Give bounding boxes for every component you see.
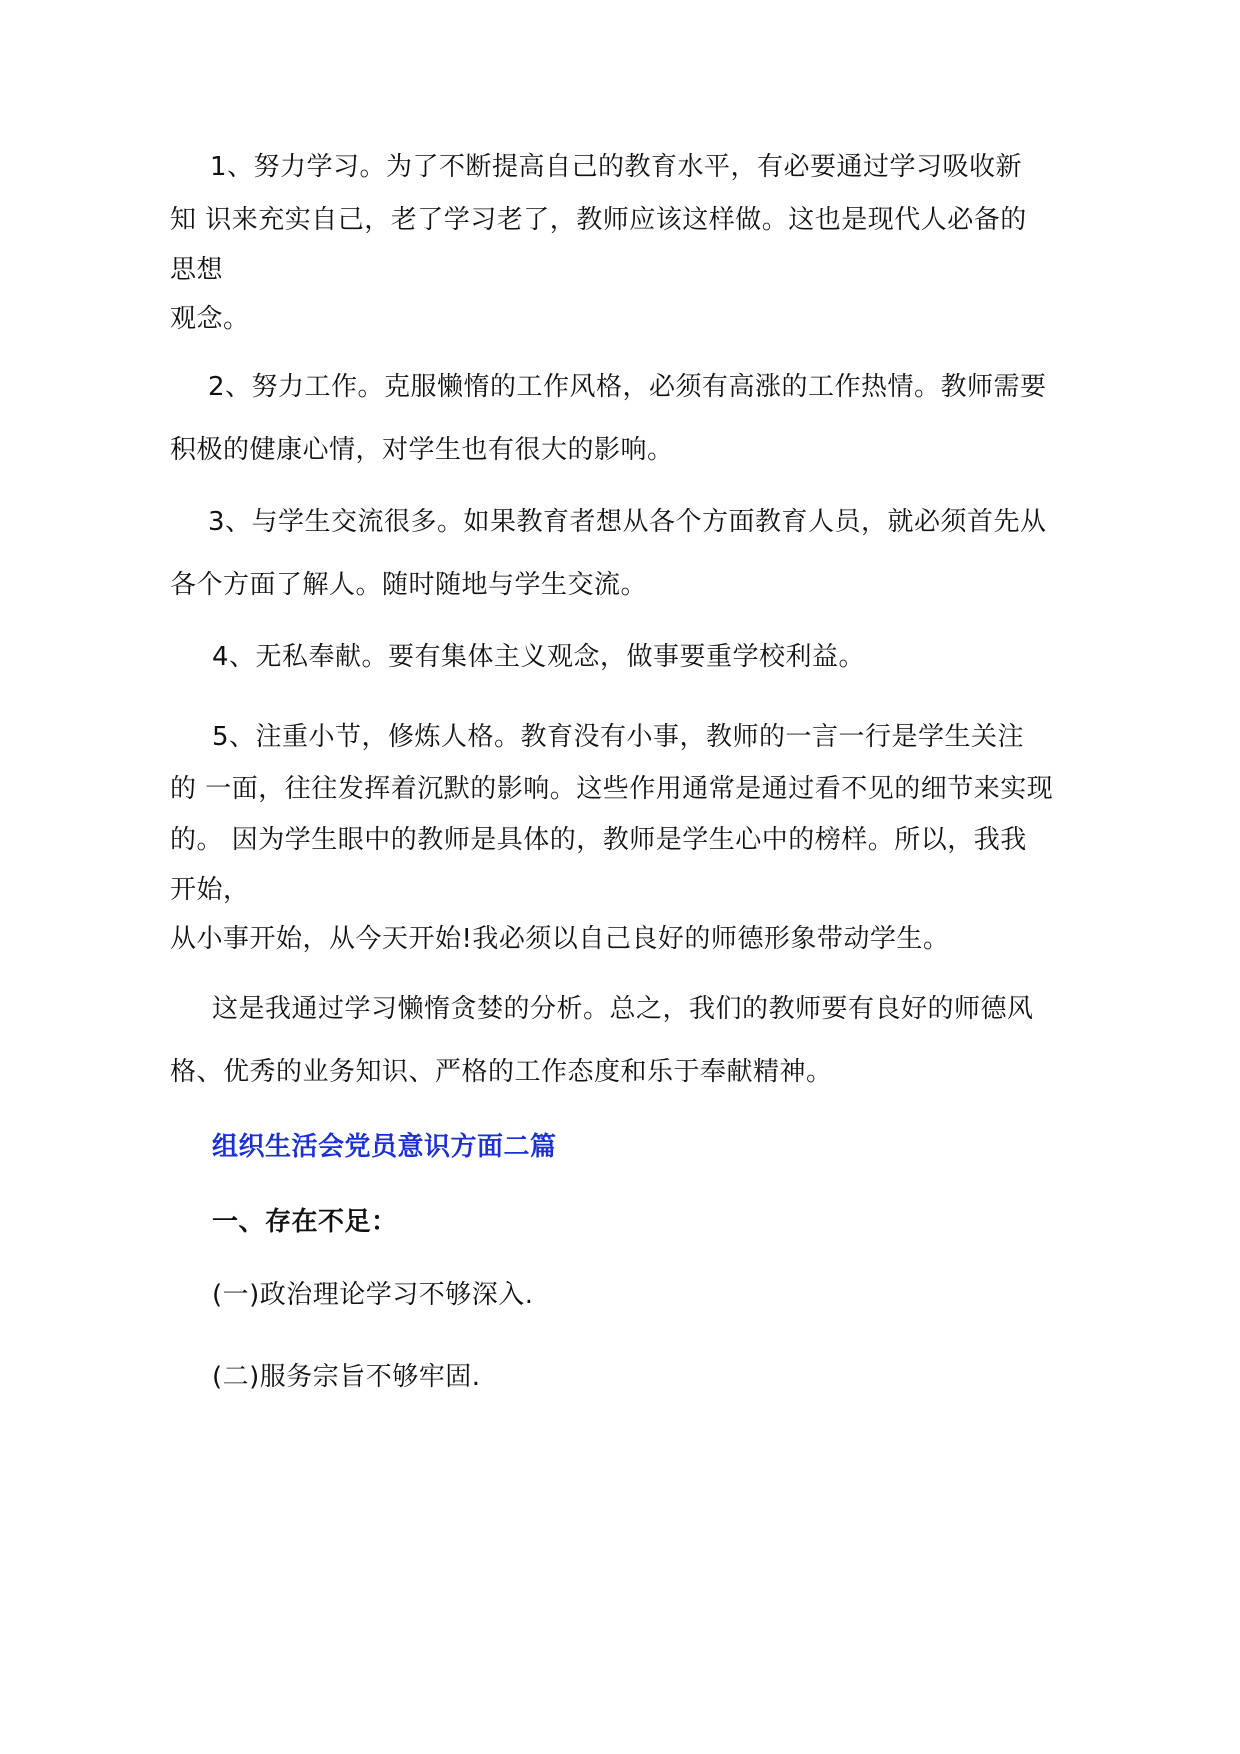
paragraph-5-line-2: 的 一面，往往发挥着沉默的影响。这些作用通常是通过看不见的细节来实现 [170,774,1054,804]
paragraph-1-line-3: 思想 [170,255,224,285]
paragraph-2-line-2: 积极的健康心情，对学生也有很大的影响。 [170,435,674,465]
paragraph-5-line-3: 的。 因为学生眼中的教师是具体的，教师是学生心中的榜样。所以，我我 [170,825,1027,855]
list-item-2: (二)服务宗旨不够牢固. [212,1362,481,1392]
subheading-shortcomings: 一、存在不足： [212,1207,398,1237]
paragraph-6-line-2: 格、优秀的业务知识、严格的工作态度和乐于奉献精神。 [170,1057,833,1087]
list-item-1: (一)政治理论学习不够深入. [212,1280,534,1310]
paragraph-1-line-4: 观念。 [170,304,250,334]
paragraph-5-line-4: 开始， [170,875,250,905]
paragraph-2-line-1: 2、努力工作。克服懒惰的工作风格，必须有高涨的工作热情。教师需要 [208,372,1047,402]
paragraph-1-line-2: 知 识来充实自己，老了学习老了，教师应该这样做。这也是现代人必备的 [170,205,1027,235]
paragraph-5-line-1: 5、注重小节，修炼人格。教育没有小事，教师的一言一行是学生关注 [212,722,1025,752]
paragraph-3-line-1: 3、与学生交流很多。如果教育者想从各个方面教育人员，就必须首先从 [208,507,1047,537]
section-title: 组织生活会党员意识方面二篇 [212,1132,557,1162]
paragraph-5-line-5: 从小事开始，从今天开始!我必须以自己良好的师德形象带动学生。 [170,924,950,954]
paragraph-4-line-1: 4、无私奉献。要有集体主义观念，做事要重学校利益。 [212,642,866,672]
paragraph-1-line-1: 1、努力学习。为了不断提高自己的教育水平，有必要通过学习吸收新 [210,152,1023,182]
paragraph-6-line-1: 这是我通过学习懒惰贪婪的分析。总之，我们的教师要有良好的师德风 [212,994,1034,1024]
paragraph-3-line-2: 各个方面了解人。随时随地与学生交流。 [170,570,648,600]
